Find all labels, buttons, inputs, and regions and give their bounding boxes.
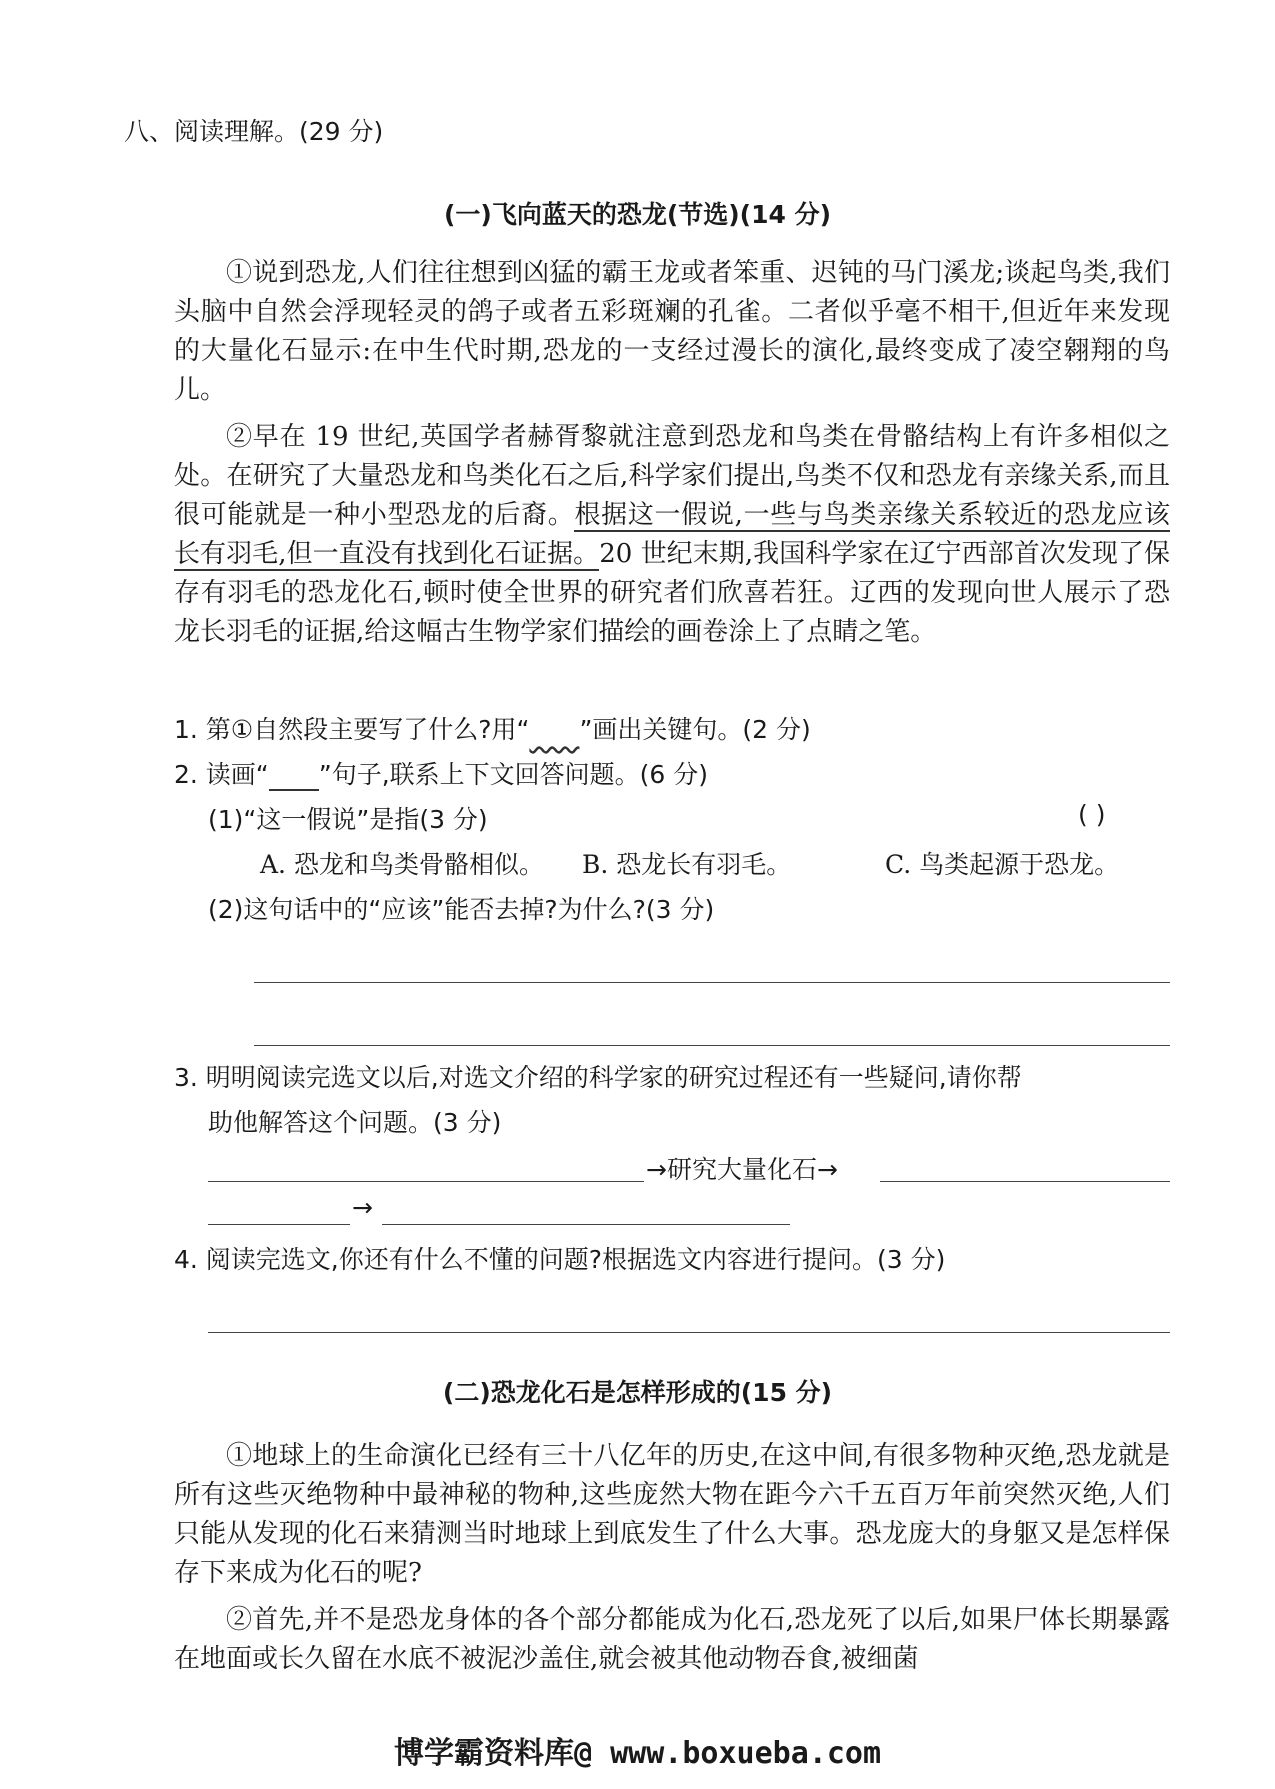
passage2-paragraph-2: ②首先,并不是恐龙身体的各个部分都能成为化石,恐龙死了以后,如果尸体长期暴露在地面或长久留在水底不被泥沙盖住,就会被其他动物吞食,被细菌 bbox=[174, 1605, 1170, 1674]
q1-text-b: ”画出关键句。(2 分) bbox=[579, 715, 811, 744]
wavy-line-sample bbox=[529, 715, 579, 744]
answer-line-3c[interactable] bbox=[208, 1224, 350, 1225]
p2-underlined-sentence: 根据这一假说,一些与鸟类亲缘关系较近的恐龙应该长有羽毛,但一直没有找到化石证据。 bbox=[174, 500, 1170, 569]
question-3-line-2: 助他解答这个问题。(3 分) bbox=[208, 1108, 502, 1137]
option-b[interactable]: B. 恐龙长有羽毛。 bbox=[582, 850, 792, 879]
passage1-title: (一)飞向蓝天的恐龙(节选)(14 分) bbox=[443, 200, 832, 229]
answer-line-4[interactable] bbox=[208, 1332, 1170, 1333]
q3-arrow: → bbox=[352, 1193, 373, 1222]
question-3-line-1: 3. 明明阅读完选文以后,对选文介绍的科学家的研究过程还有一些疑问,请你帮 bbox=[174, 1063, 1022, 1092]
watermark-footer: 博学霸资料库@ www.boxueba.com bbox=[393, 1736, 882, 1771]
option-a[interactable]: A. 恐龙和鸟类骨骼相似。 bbox=[260, 850, 544, 879]
q2-text-b: ”句子,联系上下文回答问题。(6 分) bbox=[318, 760, 709, 789]
passage2-title: (二)恐龙化石是怎样形成的(15 分) bbox=[442, 1378, 833, 1407]
question-1 bbox=[174, 710, 811, 746]
question-2-1: (1)“这一假说”是指(3 分) bbox=[208, 805, 488, 834]
passage2-paragraph-1: ①地球上的生命演化已经有三十八亿年的历史,在这中间,有很多物种灭绝,恐龙就是所有这些灭绝物种中最神秘的物种,这些庞然大物在距今六千五百万年前突然灭绝,人们只能从发现的化石来猜测当时地球上到底发生了什么大事。恐龙庞大的身躯又是怎样保存下来成为化石的呢? bbox=[174, 1441, 1170, 1588]
answer-line-3b[interactable] bbox=[880, 1181, 1170, 1182]
answer-line-3d[interactable] bbox=[382, 1224, 790, 1225]
section-heading: 八、阅读理解。(29 分) bbox=[124, 117, 384, 146]
answer-line-3a[interactable] bbox=[208, 1181, 644, 1182]
question-2 bbox=[174, 755, 708, 791]
q3-middle-text: →研究大量化石→ bbox=[646, 1155, 838, 1184]
answer-parentheses[interactable]: ( ) bbox=[1078, 800, 1106, 829]
p2-text-before: ②早在 19 世纪,英国学者赫胥黎就注意到恐龙和鸟类在骨骼结构上有许多相似之处。在研究了大量恐龙和鸟类化石之后,科学家们提出,鸟类不仅和恐龙有亲缘关系,而且很可能就是一种小型恐龙的后裔。 bbox=[174, 422, 1170, 530]
question-4: 4. 阅读完选文,你还有什么不懂的问题?根据选文内容进行提问。(3 分) bbox=[174, 1245, 946, 1274]
q1-text-a: 1. 第①自然段主要写了什么?用“ bbox=[174, 715, 530, 744]
p2-text-after: 20 世纪末期,我国科学家在辽宁西部首次发现了保存有羽毛的恐龙化石,顿时使全世界的研究者们欣喜若狂。辽西的发现向世人展示了恐龙长羽毛的证据,给这幅古生物学家们描绘的画卷涂上了点睛之笔。 bbox=[174, 539, 1170, 647]
passage1-paragraph-1: ①说到恐龙,人们往往想到凶猛的霸王龙或者笨重、迟钝的马门溪龙;谈起鸟类,我们头脑中自然会浮现轻灵的鸽子或者五彩斑斓的孔雀。二者似乎毫不相干,但近年来发现的大量化石显示:在中生代时期,恐龙的一支经过漫长的演化,最终变成了凌空翱翔的鸟儿。 bbox=[174, 258, 1170, 405]
question-2-2: (2)这句话中的“应该”能否去掉?为什么?(3 分) bbox=[208, 895, 715, 924]
answer-line-2-2b[interactable] bbox=[254, 1045, 1170, 1046]
underline-sample bbox=[269, 760, 319, 791]
answer-line-2-2a[interactable] bbox=[254, 982, 1170, 983]
q2-text-a: 2. 读画“ bbox=[174, 760, 269, 789]
option-c[interactable]: C. 鸟类起源于恐龙。 bbox=[885, 850, 1120, 879]
passage1-paragraph-2 bbox=[174, 418, 1170, 652]
